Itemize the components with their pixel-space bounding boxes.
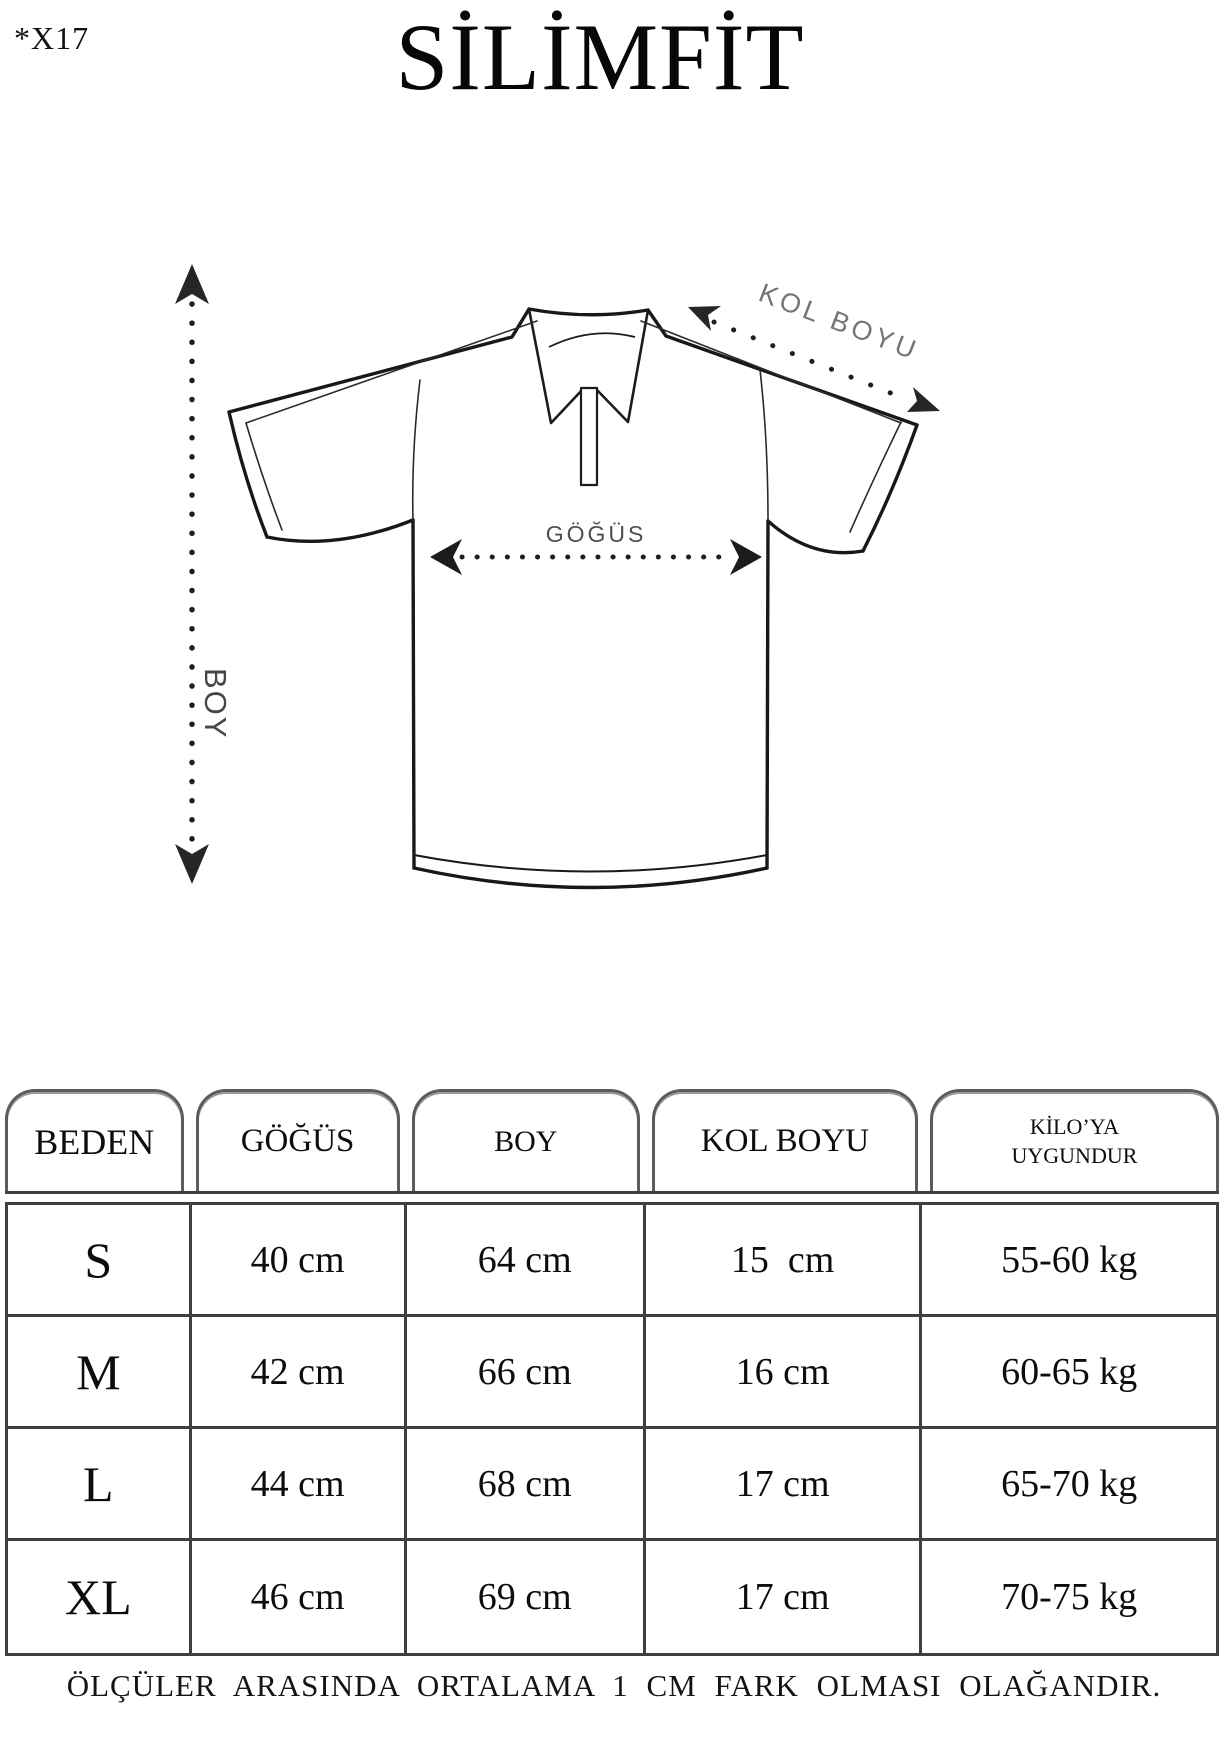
shirt-collar (529, 309, 648, 485)
chest-label: GÖĞÜS (545, 521, 647, 547)
cell-size: L (8, 1429, 192, 1541)
header-kiloya-uygundur (930, 1089, 1219, 1191)
header-kiloya-uygundur-label (1012, 1113, 1138, 1170)
cell-weight: 60-65 kg (922, 1317, 1216, 1429)
cell-length: 66 cm (407, 1317, 646, 1429)
tolerance-note: ÖLÇÜLER ARASINDA ORTALAMA 1 CM FARK OLMASI OLAĞANDIR. (66, 1668, 1162, 1703)
arrow-right-icon (730, 539, 762, 575)
length-arrow (175, 264, 233, 884)
header-gogus-label: GÖĞÜS (240, 1123, 355, 1159)
cell-size: M (8, 1317, 192, 1429)
sleeve-arrow (688, 278, 940, 412)
arrow-up-icon (175, 264, 209, 304)
size-table-body (5, 1202, 1219, 1656)
cell-length: 64 cm (407, 1205, 646, 1317)
header-beden (5, 1089, 184, 1191)
cell-size: S (8, 1205, 192, 1317)
cell-size: XL (8, 1541, 192, 1653)
shirt-seams (246, 321, 901, 532)
sleeve-label: KOL BOYU (754, 277, 924, 367)
cell-sleeve: 17 cm (646, 1429, 923, 1541)
arrow-left-icon (430, 539, 462, 575)
header-boy-label: BOY (494, 1124, 558, 1158)
cell-weight: 65-70 kg (922, 1429, 1216, 1541)
cell-sleeve: 16 cm (646, 1317, 923, 1429)
header-kilo-line1: KİLO’YA (1029, 1113, 1120, 1139)
polo-shirt-diagram (0, 220, 1228, 920)
cell-length: 69 cm (407, 1541, 646, 1653)
arrow-downright-icon (907, 387, 940, 412)
shirt-placket (581, 388, 597, 485)
chest-arrow (430, 521, 762, 575)
cell-sleeve: 17 cm (646, 1541, 923, 1653)
page-title: SİLİMFİT (395, 4, 805, 110)
cell-length: 68 cm (407, 1429, 646, 1541)
arrow-upleft-icon (688, 306, 721, 331)
shirt-outline (229, 309, 917, 888)
cell-weight: 55-60 kg (922, 1205, 1216, 1317)
cell-weight: 70-75 kg (922, 1541, 1216, 1653)
cell-chest: 40 cm (192, 1205, 407, 1317)
style-code: *X17 (14, 20, 90, 56)
cell-chest: 42 cm (192, 1317, 407, 1429)
header-beden-label: BEDEN (34, 1121, 155, 1162)
header-boy (412, 1089, 640, 1191)
cell-chest: 44 cm (192, 1429, 407, 1541)
cell-sleeve: 15 cm (646, 1205, 923, 1317)
header-gogus (196, 1089, 400, 1191)
length-label: BOY (198, 668, 233, 740)
arrow-down-icon (175, 844, 209, 884)
header-kol-boyu-label: KOL BOYU (700, 1123, 870, 1159)
header-kol-boyu (652, 1089, 918, 1191)
size-table-header (5, 1089, 1219, 1194)
header-kilo-line2: UYGUNDUR (1011, 1142, 1138, 1168)
cell-chest: 46 cm (192, 1541, 407, 1653)
size-table (5, 1089, 1219, 1656)
